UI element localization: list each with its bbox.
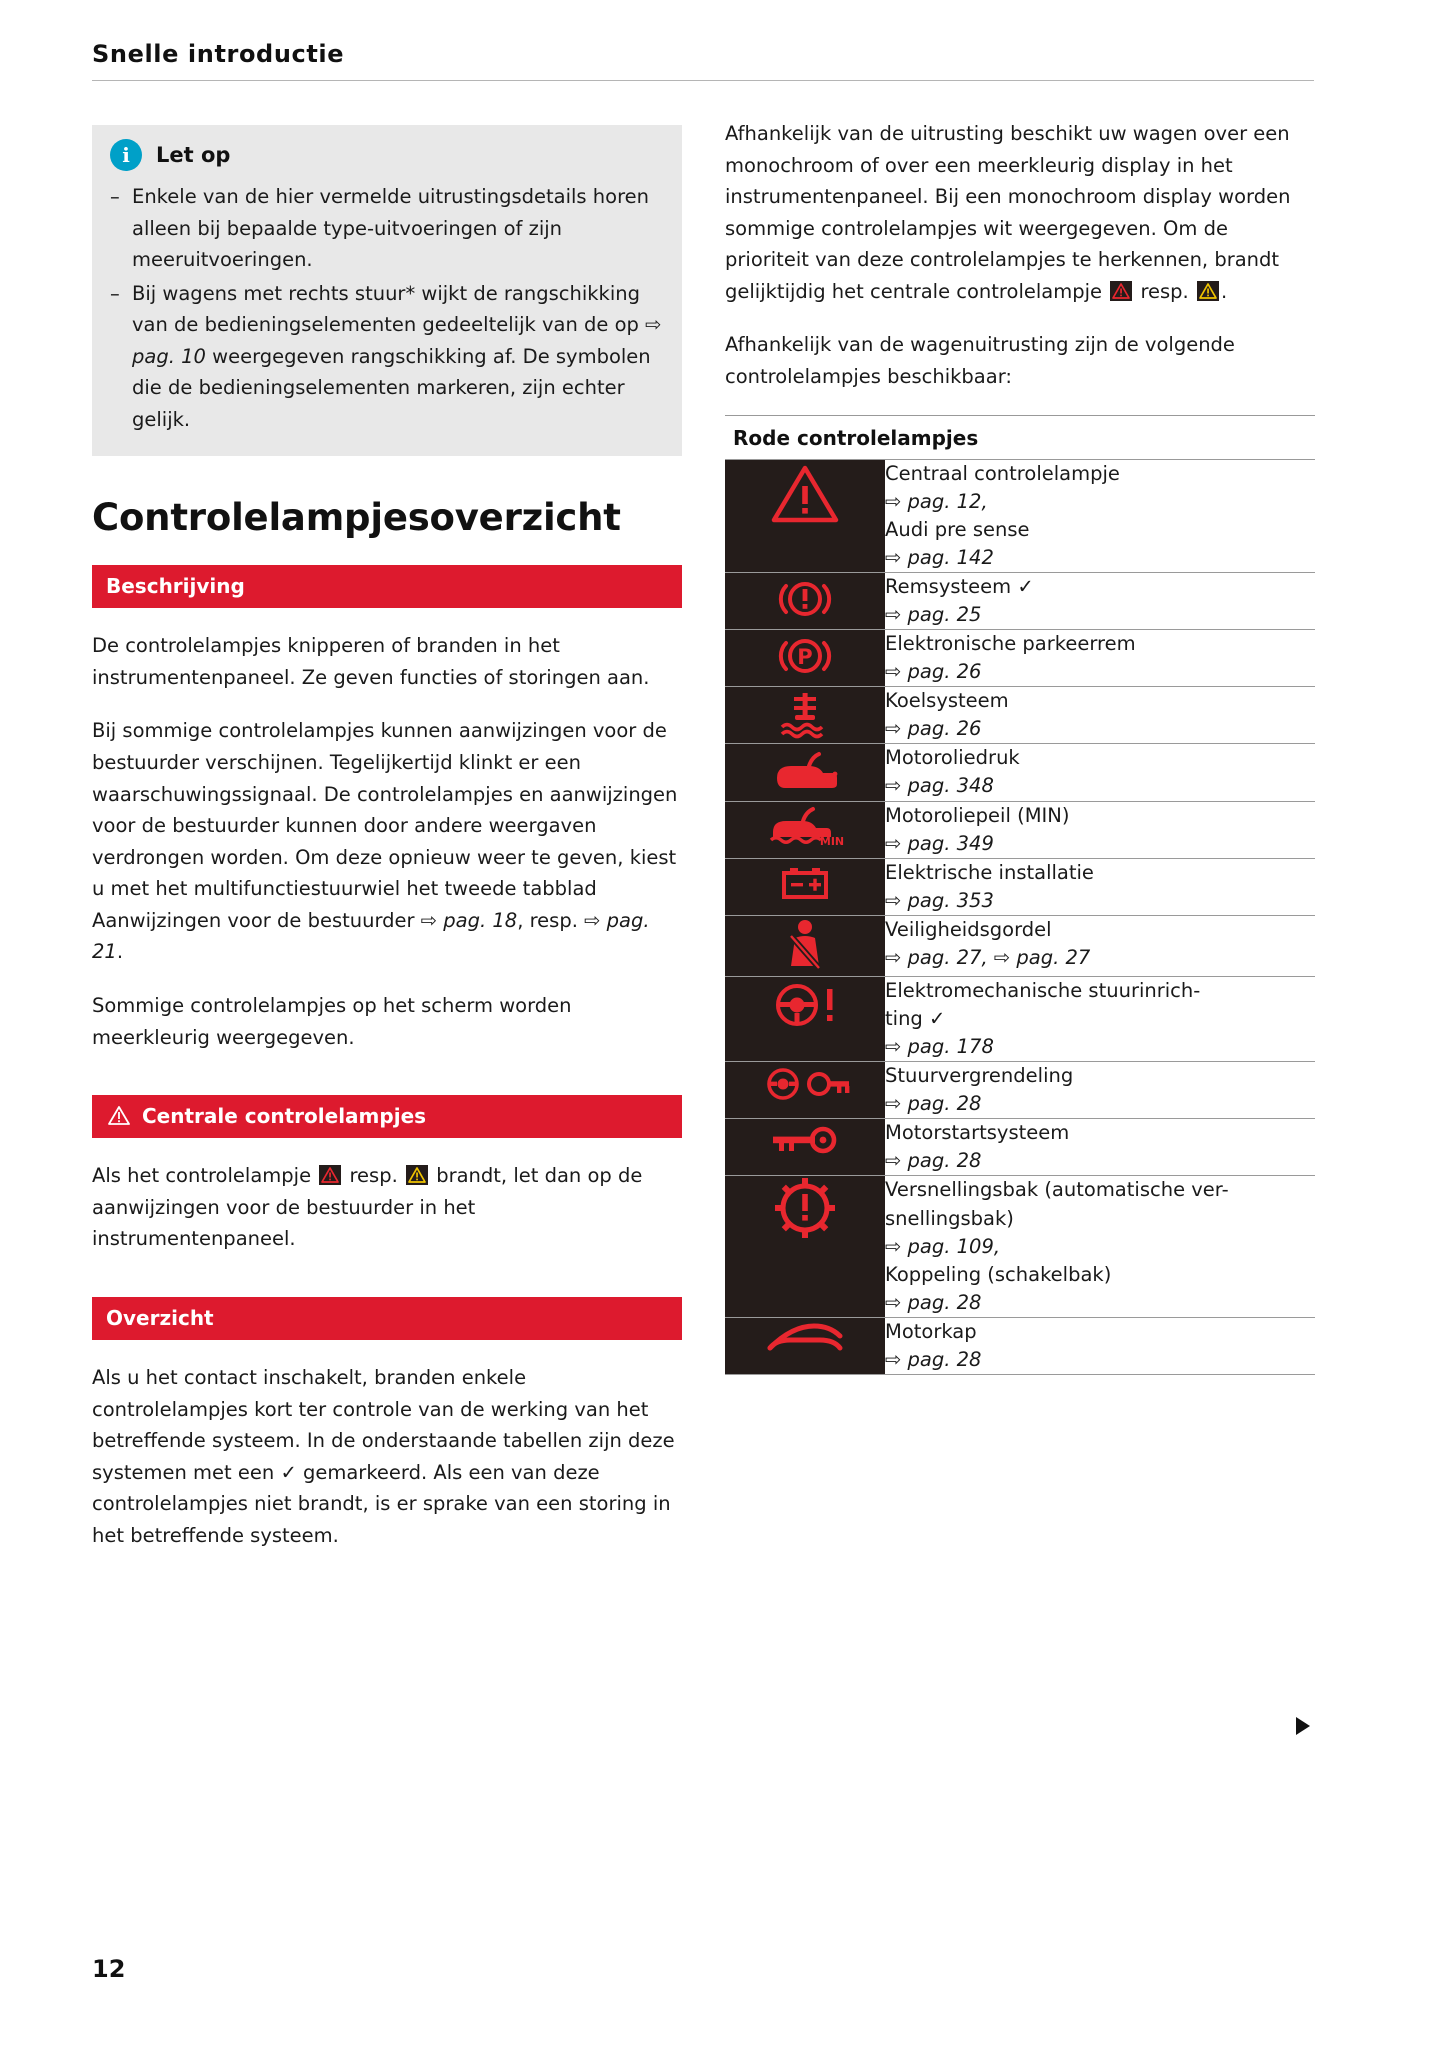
- subsection-beschrijving: [92, 565, 682, 608]
- table-cell-description: [885, 976, 1315, 1061]
- section-heading: Controlelampjesoverzicht: [92, 495, 621, 539]
- desc-line: Motorstartsysteem: [885, 1121, 1070, 1145]
- svg-text:P: P: [797, 645, 813, 670]
- desc-line: Motorkap: [885, 1319, 977, 1343]
- text-fragment: Afhankelijk van de uitrusting beschikt uw wagen over een monochroom of over een meerkleurig display in het instrumentenpaneel. Bij een monochroom display worden sommige controlelampjes wit weergegeven. Om de prioriteit van deze controlelampjes te herkennen, brandt gelijktijdig het centrale controlelampje: [725, 122, 1291, 303]
- page-header: [92, 40, 1314, 81]
- yellow-warning-triangle-icon: [406, 1165, 428, 1185]
- bullet-dash: –: [110, 185, 120, 208]
- engine-oil-level-min-icon: [725, 801, 885, 858]
- table-cell-description: [885, 1062, 1315, 1119]
- paragraph-available-lamps: Afhankelijk van de wagenuitrusting zijn de volgende controlelampjes beschikbaar:: [725, 333, 1235, 389]
- power-steering-icon: [725, 976, 885, 1061]
- table-row: [725, 687, 1315, 744]
- bullet-dash: –: [110, 281, 120, 305]
- desc-line: Audi pre sense: [885, 517, 1030, 541]
- table-row: [725, 630, 1315, 687]
- paragraph-description-2: Bij sommige controlelampjes kunnen aanwijzingen voor de bestuurder verschijnen. Tegelijkertijd klinkt er een waarschuwingssignaal. De controlelampjes en aanwijzingen voor de bestuurder kunnen door andere weergaven verdrongen worden. Om deze opnieuw weer te geven, kiest u met het multifunctiestuurwiel het tweede tabblad Aanwijzingen voor de bestuurder ⇨ pag. 18, resp. ⇨ pag. 21.: [92, 719, 678, 964]
- header-divider: [92, 80, 1314, 81]
- desc-line: Koppeling (schakelbak): [885, 1262, 1112, 1286]
- table-cell-description: [885, 744, 1315, 801]
- right-column: [725, 118, 1315, 1375]
- yellow-warning-triangle-icon: [1197, 281, 1219, 301]
- desc-line: Elektronische parkeerrem: [885, 632, 1136, 656]
- text-fragment: Als het controlelampje: [92, 1164, 312, 1188]
- table-cell-description: [885, 630, 1315, 687]
- desc-line: Stuurvergrendeling: [885, 1064, 1074, 1088]
- info-icon: i: [110, 139, 142, 171]
- text-fragment: resp.: [349, 1164, 398, 1188]
- page-number: 12: [92, 1955, 126, 1983]
- table-cell-description: [885, 687, 1315, 744]
- desc-line: snellingsbak): [885, 1206, 1014, 1230]
- table-row: [725, 915, 1315, 976]
- paragraph-central-lamps: [92, 1160, 682, 1255]
- table-caption: Rode controlelampjes: [725, 416, 1315, 460]
- table-cell-description: [885, 915, 1315, 976]
- table-row: [725, 744, 1315, 801]
- text-fragment: .: [1220, 279, 1228, 303]
- bonnet-open-icon: [725, 1317, 885, 1374]
- page-reference[interactable]: ⇨ pag. 348: [885, 774, 994, 798]
- desc-line: Elektromechanische stuurinrich-: [885, 978, 1201, 1002]
- table-row: [725, 1119, 1315, 1176]
- paragraph-description-3: Sommige controlelampjes op het scherm worden meerkleurig weergegeven.: [92, 994, 572, 1049]
- battery-icon: [725, 858, 885, 915]
- table-row: [725, 801, 1315, 858]
- page-reference[interactable]: ⇨ pag. 178: [885, 1035, 994, 1059]
- list-item: [110, 278, 664, 436]
- list-item-text: Enkele van de hier vermelde uitrustingsdetails horen alleen bij bepaalde type-uitvoeringen of zijn meeruitvoeringen.: [132, 185, 650, 272]
- desc-line: Koelsysteem: [885, 689, 1009, 713]
- page-reference[interactable]: ⇨ pag. 26: [885, 660, 982, 684]
- svg-text:MIN: MIN: [819, 834, 845, 848]
- table-cell-description: [885, 572, 1315, 629]
- seatbelt-icon: [725, 915, 885, 976]
- page-reference[interactable]: ⇨ pag. 28: [885, 1149, 982, 1173]
- desc-line: Motoroliepeil (MIN): [885, 803, 1070, 827]
- warning-triangle-icon: [725, 460, 885, 573]
- note-box-header: [92, 125, 682, 181]
- subsection-label: Beschrijving: [106, 574, 245, 599]
- table-row: [725, 976, 1315, 1061]
- table-row: [725, 1176, 1315, 1317]
- desc-line: Veiligheidsgordel: [885, 917, 1052, 941]
- subsection-overzicht: [92, 1297, 682, 1340]
- red-warning-triangle-icon: [1110, 281, 1132, 301]
- table-row: [725, 1317, 1315, 1374]
- list-item-text: Bij wagens met rechts stuur* wijkt de rangschikking van de bedieningselementen gedeeltelijk van de op ⇨ pag. 10 weergegeven rangschikking af. De symbolen die de bedieningselementen markeren, zijn echter gelijk.: [132, 281, 662, 432]
- page-reference[interactable]: ⇨ pag. 27, ⇨ pag. 27: [885, 945, 1091, 969]
- text-fragment: brandt, let dan op de aanwijzingen voor de bestuurder in het instrumentenpaneel.: [92, 1164, 643, 1251]
- left-column: [92, 125, 682, 1573]
- desc-line: Versnellingsbak (automatische ver-: [885, 1178, 1229, 1202]
- paragraph-description-1: De controlelampjes knipperen of branden in het instrumentenpaneel. Ze geven functies of storingen aan.: [92, 634, 650, 689]
- table-row: [725, 572, 1315, 629]
- note-list: [92, 181, 682, 436]
- page-reference[interactable]: ⇨ pag. 28: [885, 1347, 982, 1371]
- engine-start-system-icon: [725, 1119, 885, 1176]
- page-reference[interactable]: ⇨ pag. 142: [885, 545, 994, 569]
- table-row: [725, 858, 1315, 915]
- desc-line: Elektrische installatie: [885, 860, 1094, 884]
- steering-lock-icon: [725, 1062, 885, 1119]
- page-reference[interactable]: ⇨ pag. 26: [885, 717, 982, 741]
- desc-line: Centraal controlelampje: [885, 461, 1120, 485]
- warning-triangle-icon: [108, 1106, 130, 1126]
- table-cell-description: [885, 1119, 1315, 1176]
- page-reference[interactable]: ⇨ pag. 28: [885, 1092, 982, 1116]
- page-reference[interactable]: ⇨ pag. 353: [885, 888, 994, 912]
- desc-line: ting ✓: [885, 1006, 946, 1030]
- page-reference[interactable]: ⇨ pag. 109,: [885, 1234, 1001, 1258]
- gearbox-icon: [725, 1176, 885, 1317]
- coolant-temperature-icon: [725, 687, 885, 744]
- note-box: [92, 125, 682, 456]
- page-reference[interactable]: ⇨ pag. 28: [885, 1290, 982, 1314]
- paragraph-overview: Als u het contact inschakelt, branden enkele controlelampjes kort ter controle van de werking van het betreffende systeem. In de onderstaande tabellen zijn deze systemen met een ✓ gemarkeerd. Als een van deze controlelampjes niet brandt, is er sprake van een storing in het betreffende systeem.: [92, 1365, 675, 1547]
- list-item: [110, 181, 664, 276]
- subsection-label: Overzicht: [106, 1305, 214, 1330]
- page-reference[interactable]: ⇨ pag. 25: [885, 603, 982, 627]
- desc-line: Remsysteem ✓: [885, 574, 1034, 598]
- page-title: Snelle introductie: [92, 40, 345, 68]
- warning-lamps-table: [725, 460, 1315, 1375]
- table-cell-description: [885, 801, 1315, 858]
- table-cell-description: [885, 858, 1315, 915]
- electronic-parking-brake-icon: [725, 630, 885, 687]
- table-cell-description: [885, 1176, 1315, 1317]
- red-warning-triangle-icon: [319, 1165, 341, 1185]
- text-fragment: resp.: [1140, 279, 1189, 303]
- continuation-marker-icon: [1296, 1717, 1310, 1735]
- engine-oil-pressure-icon: [725, 744, 885, 801]
- table-row: [725, 460, 1315, 573]
- brake-system-icon: [725, 572, 885, 629]
- subsection-label: Centrale controlelampjes: [142, 1104, 427, 1129]
- table-cell-description: [885, 1317, 1315, 1374]
- table-cell-description: [885, 460, 1315, 573]
- table-row: [725, 1062, 1315, 1119]
- page-reference[interactable]: ⇨ pag. 12,: [885, 489, 988, 513]
- paragraph-display-info: [725, 118, 1315, 307]
- desc-line: Motoroliedruk: [885, 746, 1020, 770]
- page-reference[interactable]: ⇨ pag. 349: [885, 831, 994, 855]
- subsection-centrale-controlelampjes: [92, 1095, 682, 1138]
- note-box-title: Let op: [156, 143, 231, 167]
